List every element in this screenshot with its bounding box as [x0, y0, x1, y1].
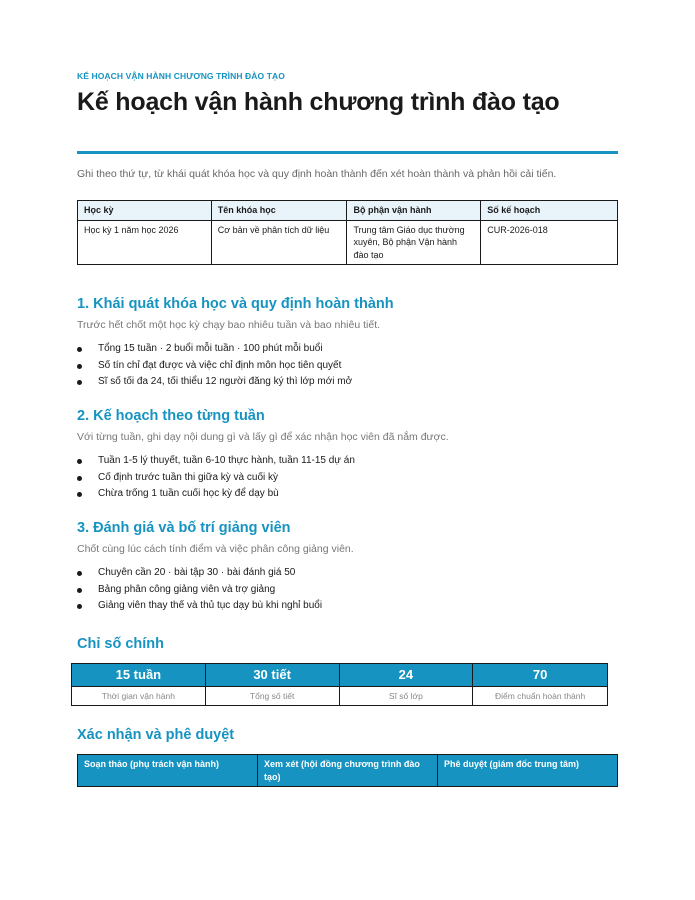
bullet-icon — [77, 588, 82, 593]
header-department: Bộ phận vận hành — [347, 201, 481, 221]
list-item-text: Sĩ số tối đa 24, tối thiểu 12 người đăng ký thì lớp mới mở — [98, 376, 353, 387]
list-item-text: Giảng viên thay thế và thủ tục dạy bù khi nghỉ buổi — [98, 600, 323, 611]
kpi-value: 15 tuần — [72, 664, 205, 687]
bullet-icon — [77, 571, 82, 576]
bullet-list — [77, 453, 618, 503]
bullet-icon — [77, 604, 82, 609]
list-item — [77, 565, 618, 582]
bullet-list — [77, 565, 618, 615]
bullet-icon — [77, 364, 82, 369]
section-course-overview — [77, 296, 618, 391]
list-item — [77, 470, 618, 487]
section-lead: Chốt cùng lúc cách tính điểm và việc phân công giảng viên. — [77, 543, 354, 555]
cell-semester: Học kỳ 1 năm học 2026 — [78, 220, 212, 265]
cell-department: Trung tâm Giáo dục thường xuyên, Bộ phận Vận hành đào tạo — [347, 220, 481, 265]
list-item-text: Số tín chỉ đạt được và việc chỉ định môn học tiên quyết — [98, 359, 342, 371]
kpi-value: 70 — [473, 664, 607, 687]
section-weekly-plan — [77, 408, 618, 503]
approval-table — [77, 754, 618, 787]
section-assessment-instructors — [77, 520, 618, 615]
plan-info-table — [77, 200, 618, 265]
list-item-text: Chừa trống 1 tuần cuối học kỳ để dạy bù — [98, 488, 279, 499]
document-eyebrow: KẾ HOẠCH VẬN HÀNH CHƯƠNG TRÌNH ĐÀO TẠO — [77, 71, 285, 81]
approval-drafter: Soạn thảo (phụ trách vận hành) — [78, 755, 258, 787]
list-item-text: Cố định trước tuần thi giữa kỳ và cuối kỳ — [98, 471, 279, 483]
section-heading: 1. Khái quát khóa học và quy định hoàn thành — [77, 296, 394, 312]
kpi-pass-score — [473, 664, 607, 705]
list-item — [77, 453, 618, 470]
page-title: Kế hoạch vận hành chương trình đào tạo — [77, 88, 560, 116]
kpi-label: Sĩ số lớp — [388, 691, 423, 701]
title-divider — [77, 151, 618, 154]
kpi-total-periods — [206, 664, 340, 705]
bullet-icon — [77, 492, 82, 497]
list-item — [77, 598, 618, 615]
intro-text: Ghi theo thứ tự, từ khái quát khóa học và quy định hoàn thành đến xét hoàn thành và phản hồi cải tiến. — [77, 168, 557, 180]
list-item — [77, 486, 618, 503]
header-semester: Học kỳ — [78, 201, 212, 221]
list-item — [77, 582, 618, 599]
plan-info-header-row — [78, 201, 618, 221]
kpi-class-size — [340, 664, 474, 705]
cell-plan-number: CUR-2026-018 — [481, 220, 618, 265]
header-course-name: Tên khóa học — [211, 201, 347, 221]
kpi-duration — [72, 664, 206, 705]
kpi-table — [71, 663, 608, 706]
bullet-icon — [77, 459, 82, 464]
section-lead: Với từng tuần, ghi dạy nội dung gì và lấy gì để xác nhận học viên đã nắm được. — [77, 431, 449, 443]
list-item — [77, 341, 618, 358]
list-item-text: Tuần 1-5 lý thuyết, tuần 6-10 thực hành, tuần 11-15 dự án — [98, 455, 355, 466]
approval-approver: Phê duyệt (giám đốc trung tâm) — [444, 759, 580, 769]
bullet-icon — [77, 347, 82, 352]
bullet-icon — [77, 380, 82, 385]
list-item — [77, 374, 618, 391]
list-item-text: Chuyên cần 20 · bài tập 30 · bài đánh giá 50 — [98, 567, 296, 578]
kpi-value: 30 tiết — [206, 664, 339, 687]
section-heading: 3. Đánh giá và bố trí giảng viên — [77, 520, 291, 536]
kpi-label: Tổng số tiết — [249, 691, 295, 701]
bullet-icon — [77, 476, 82, 481]
kpi-heading: Chỉ số chính — [77, 636, 164, 652]
list-item-text: Bảng phân công giảng viên và trợ giảng — [98, 583, 276, 595]
section-lead: Trước hết chốt một học kỳ chạy bao nhiêu tuần và bao nhiêu tiết. — [77, 319, 381, 331]
kpi-label: Điểm chuẩn hoàn thành — [494, 691, 586, 701]
approval-heading: Xác nhận và phê duyệt — [77, 727, 235, 743]
list-item — [77, 358, 618, 375]
header-plan-number: Số kế hoạch — [481, 201, 618, 221]
approval-reviewer: Xem xét (hội đồng chương trình đào tạo) — [258, 755, 438, 787]
bullet-list — [77, 341, 618, 391]
kpi-label: Thời gian vận hành — [101, 691, 175, 701]
section-heading: 2. Kế hoạch theo từng tuần — [77, 408, 265, 424]
cell-course-name: Cơ bản về phân tích dữ liệu — [211, 220, 347, 265]
list-item-text: Tổng 15 tuần · 2 buổi mỗi tuần · 100 phút mỗi buổi — [98, 343, 323, 354]
kpi-value: 24 — [340, 664, 473, 687]
table-row — [78, 220, 618, 265]
